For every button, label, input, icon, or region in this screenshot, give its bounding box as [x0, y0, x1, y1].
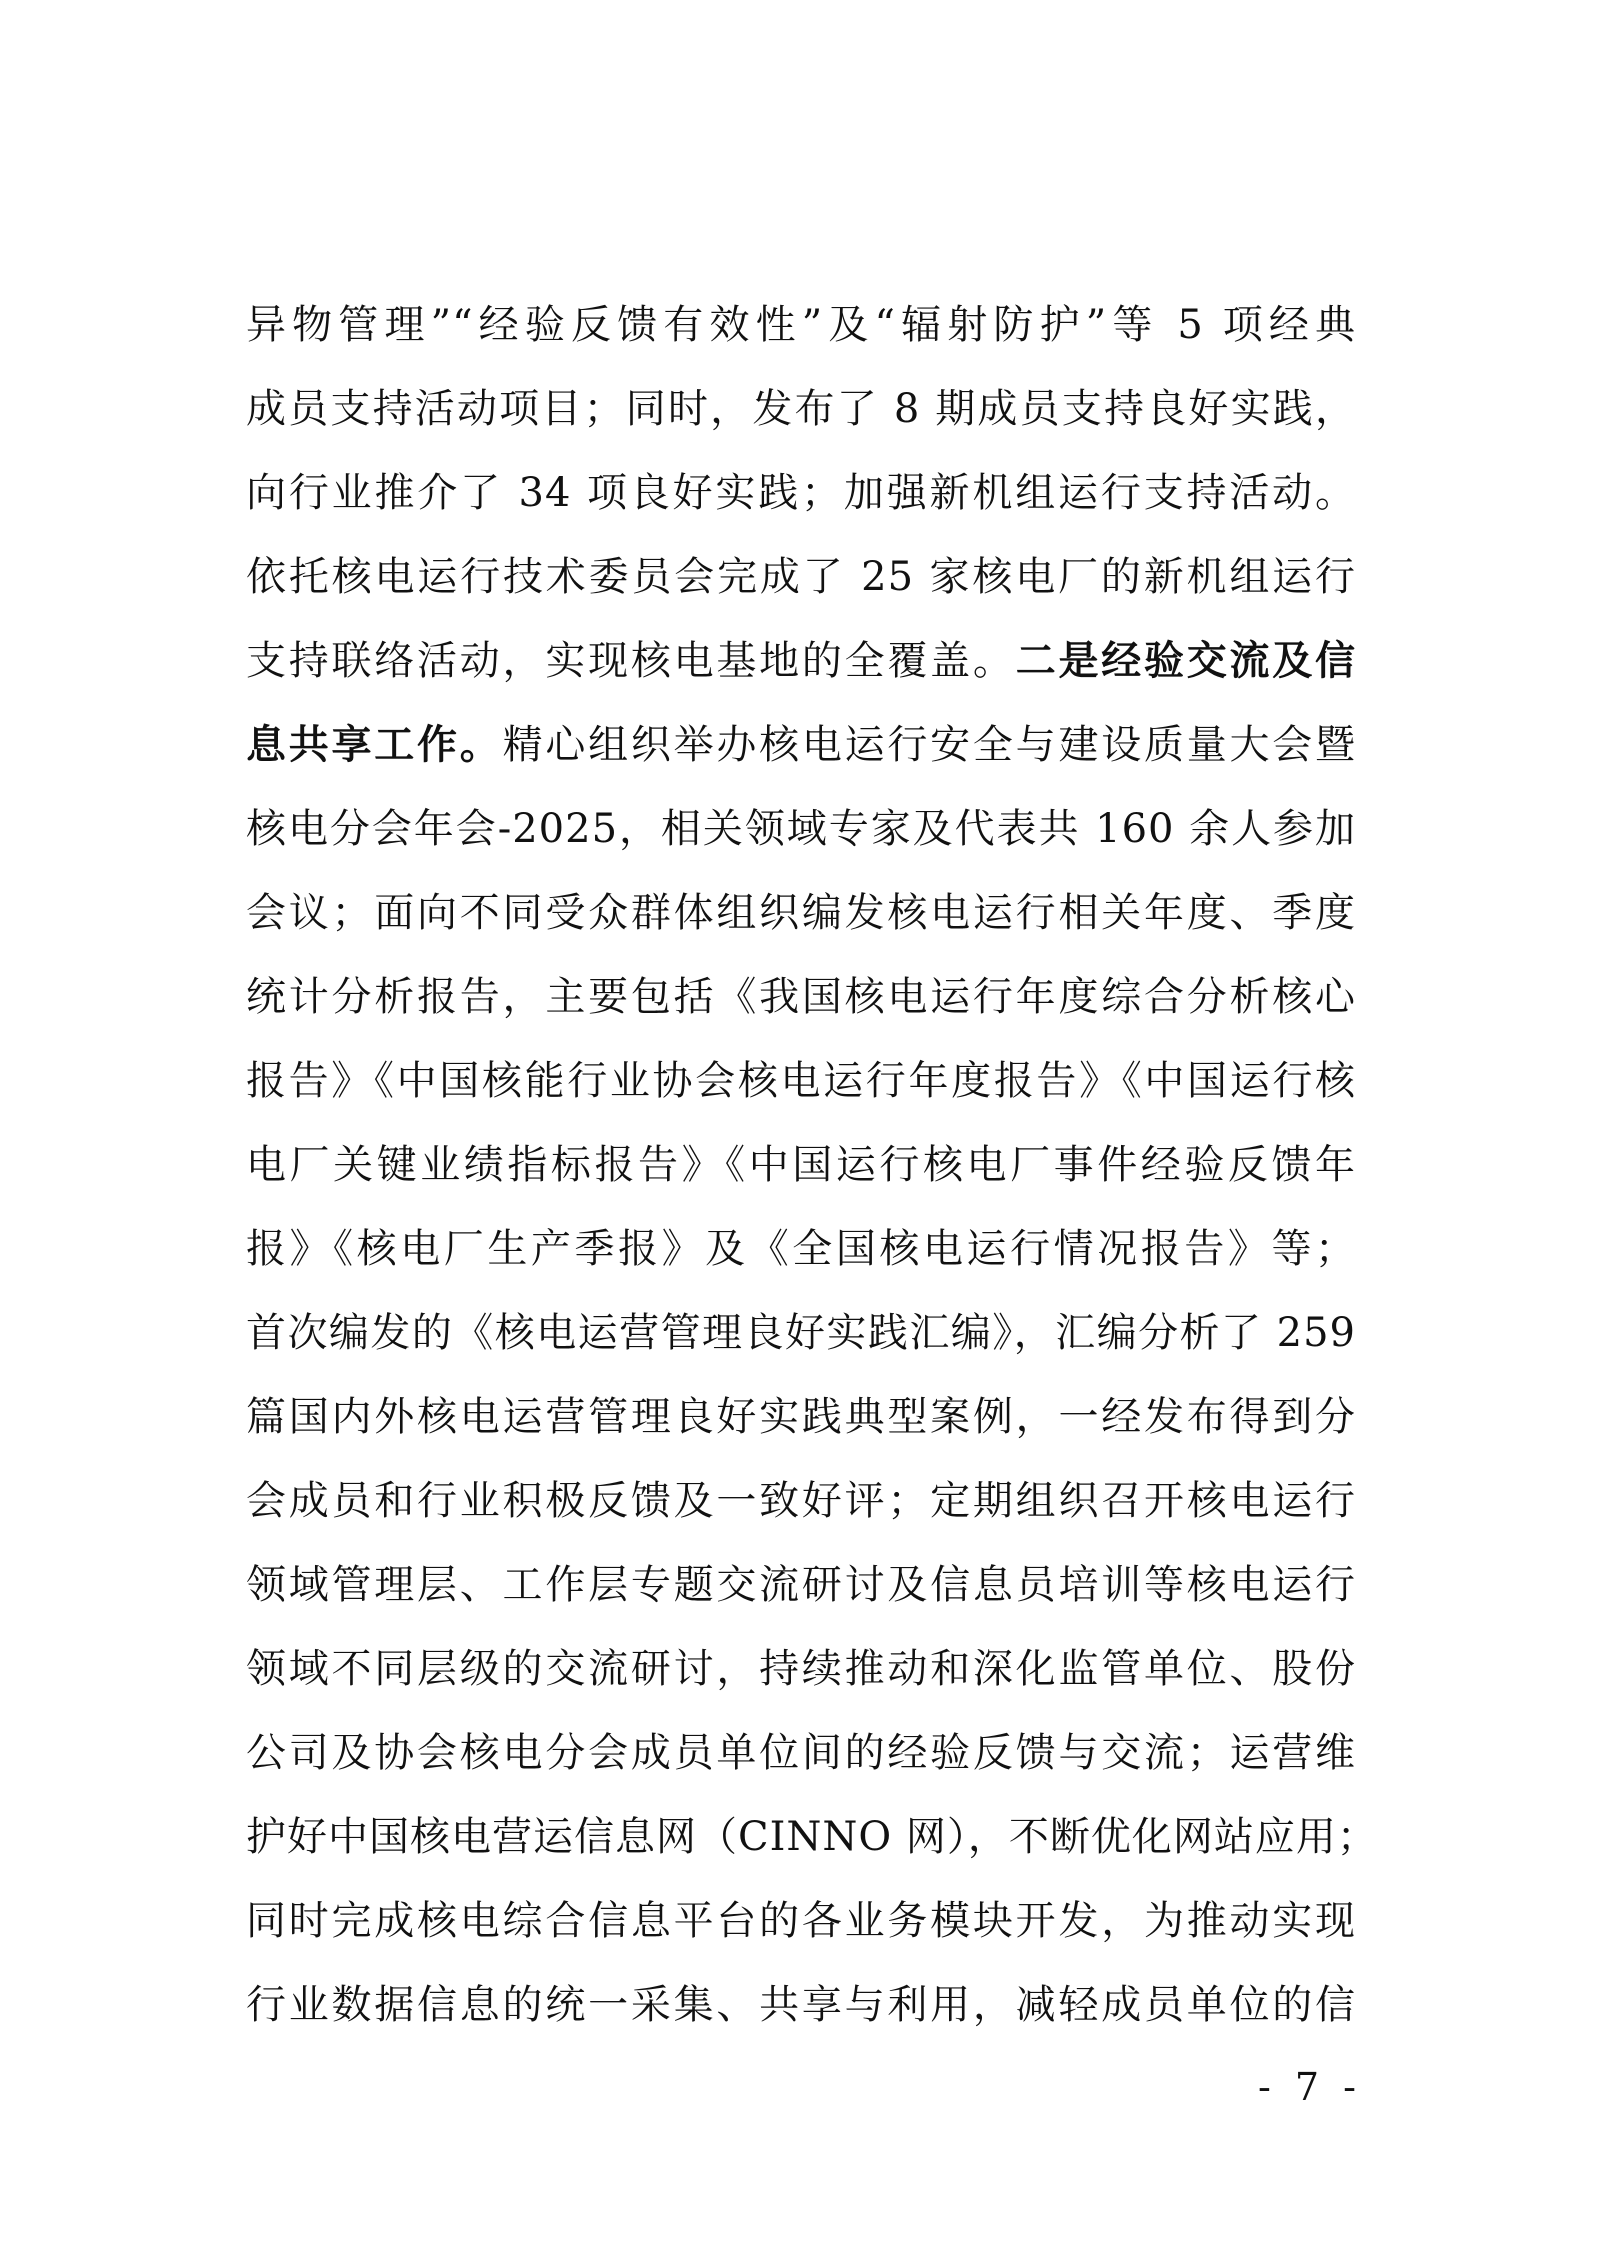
text-segment: 篇国内外核电运营管理良好实践典型案例，一经发布得到分 [246, 1394, 1356, 1440]
text-line [246, 1887, 1356, 1971]
text-line [246, 1299, 1356, 1383]
text-segment: 同时完成核电综合信息平台的各业务模块开发，为推动实现 [246, 1898, 1356, 1944]
text-line [246, 627, 1356, 711]
text-segment: 异物管理”“经验反馈有效性”及“辐射防护”等 5 项经典 [246, 302, 1356, 348]
bold-text-segment: 息共享工作。 [246, 721, 503, 768]
text-line [246, 1383, 1356, 1467]
text-segment: 报》《核电厂生产季报》及《全国核电运行情况报告》等； [246, 1226, 1356, 1272]
text-line [246, 1467, 1356, 1551]
text-segment: 会成员和行业积极反馈及一致好评；定期组织召开核电运行 [246, 1478, 1356, 1524]
text-segment: 核电分会年会-2025，相关领域专家及代表共 160 余人参加 [246, 806, 1356, 852]
text-segment: 精心组织举办核电运行安全与建设质量大会暨 [502, 722, 1357, 768]
text-line [246, 459, 1356, 543]
text-line [246, 711, 1356, 795]
text-line [246, 1803, 1378, 1887]
text-line [246, 1131, 1356, 1215]
text-line [246, 1047, 1356, 1131]
text-segment: 依托核电运行技术委员会完成了 25 家核电厂的新机组运行 [246, 554, 1356, 600]
text-segment: 会议；面向不同受众群体组织编发核电运行相关年度、季度 [246, 890, 1356, 936]
text-segment: 报告》《中国核能行业协会核电运行年度报告》《中国运行核 [246, 1058, 1356, 1104]
text-segment: 统计分析报告，主要包括《我国核电运行年度综合分析核心 [246, 974, 1356, 1020]
text-segment: 首次编发的《核电运营管理良好实践汇编》，汇编分析了 259 [246, 1310, 1356, 1356]
text-segment: 护好中国核电营运信息网（CINNO 网），不断优化网站应用； [246, 1814, 1378, 1860]
text-line [246, 1551, 1356, 1635]
text-line [246, 795, 1356, 879]
text-line [246, 291, 1356, 375]
text-segment: 成员支持活动项目；同时，发布了 8 期成员支持良好实践， [246, 386, 1356, 432]
bold-text-segment: 二是经验交流及信 [1015, 637, 1357, 684]
text-segment: 领域管理层、工作层专题交流研讨及信息员培训等核电运行 [246, 1562, 1356, 1608]
text-line [246, 1719, 1356, 1803]
text-line [246, 1635, 1356, 1719]
text-segment: 公司及协会核电分会成员单位间的经验反馈与交流；运营维 [246, 1730, 1356, 1776]
text-line [246, 375, 1356, 459]
text-line [246, 1971, 1356, 2055]
text-segment: 向行业推介了 34 项良好实践；加强新机组运行支持活动。 [246, 470, 1356, 516]
text-segment: 电厂关键业绩指标报告》《中国运行核电厂事件经验反馈年 [246, 1142, 1356, 1188]
text-segment: 领域不同层级的交流研讨，持续推动和深化监管单位、股份 [246, 1646, 1356, 1692]
text-line [246, 879, 1356, 963]
text-line [246, 963, 1356, 1047]
text-line [246, 1215, 1356, 1299]
text-line [246, 543, 1356, 627]
text-segment: 行业数据信息的统一采集、共享与利用，减轻成员单位的信 [246, 1982, 1356, 2028]
body-text [246, 291, 1378, 2055]
text-segment: 支持联络活动，实现核电基地的全覆盖。 [246, 638, 1016, 684]
page-number: - 7 - [1257, 2065, 1362, 2109]
